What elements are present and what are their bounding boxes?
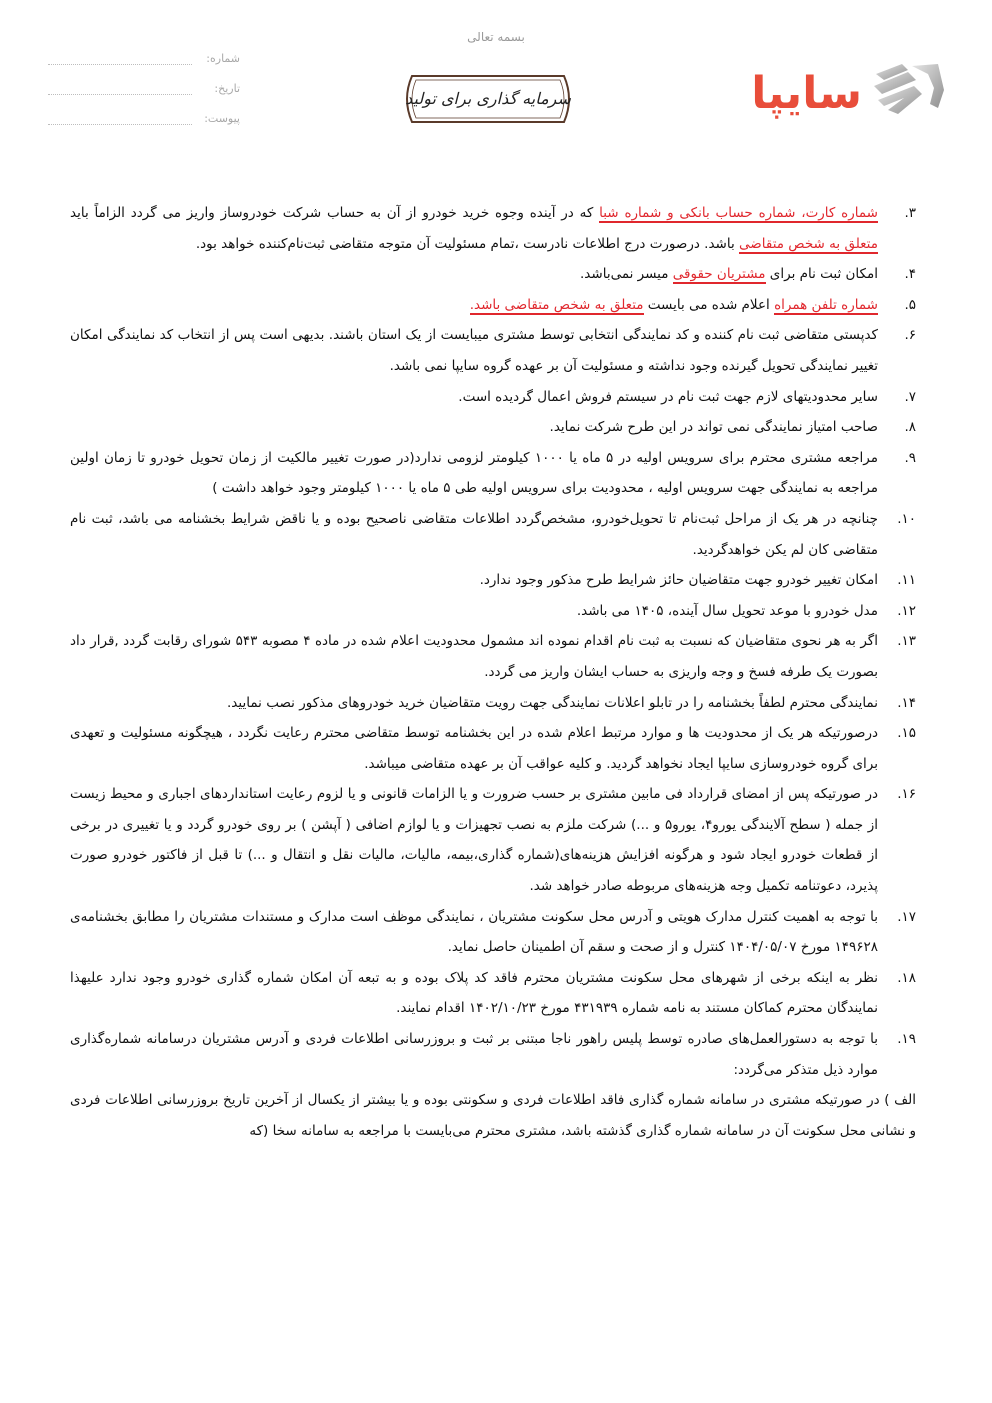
clause-item (70, 1024, 916, 1085)
clause-text (70, 1031, 878, 1078)
clause-number: ۵. (904, 296, 916, 313)
clause-item (70, 779, 916, 901)
clause-number: ۱۲. (897, 602, 916, 619)
clause-text-segment: اگر به هر نحوی متقاضیان که نسبت به ثبت نام اقدام نموده اند مشمول محدودیت اعلام شده در ماده ۴ مصوبه ۵۴۳ شورای رقابت گردد ,قرار داد بصورت یک طرفه فسخ و وجه واریزی به حساب ایشان واریز می گردد. (70, 633, 878, 680)
clause-item (70, 290, 916, 321)
clause-text-segment: با توجه به اهمیت کنترل مدارک هویتی و آدرس محل سکونت مشتریان ، نمایندگی موظف است مدارک و مستندات مشتریان را مطابق بخشنامه‌ی ۱۴۹۶۲۸ مورخ ۱۴۰۴/۰۵/۰۷ کنترل و از صحت و سقم آن اطمینان حاصل نماید. (70, 908, 878, 956)
date-label: تاریخ: (214, 82, 240, 95)
number-field (48, 52, 240, 68)
clause-text-segment: میسر نمی‌باشد. (580, 266, 673, 283)
logo-wordmark: سایپا (751, 68, 862, 119)
clause-text-segment: که در آینده وجوه خرید خودرو از آن به حساب شرکت خودروساز واریز می گردد الزاماً باید (70, 205, 600, 221)
clause-text-segment: باشد. درصورت درج اطلاعات نادرست ،تمام مسئولیت آن متوجه متقاضی ثبت‌نام‌کننده خواهد بود. (195, 235, 740, 252)
clause-number: ۳. (904, 205, 916, 221)
clause-item (70, 320, 916, 381)
attachment-label: پیوست: (204, 112, 240, 125)
clause-text (70, 327, 878, 374)
clause-number: ۱۱. (897, 572, 916, 589)
clauses-list (70, 198, 916, 1085)
clause-text (70, 450, 878, 497)
slogan-emblem (398, 72, 578, 126)
clause-text (227, 695, 878, 711)
clause-item (70, 198, 916, 259)
clause-text-segment: با توجه به دستورالعمل‌های صادره توسط پلیس راهور ناجا مبتنی بر ثبت و بروزرسانی اطلاعات فردی و آدرس مشتریان درسامانه شماره‌گذاری موارد ذیل متذکر می‌گردد: (70, 1031, 878, 1078)
clause-text-segment: سایر محدودیتهای لازم جهت ثبت نام در سیستم فروش اعمال گردیده است. (458, 388, 878, 405)
clause-text (70, 205, 878, 254)
clause-text-segment: نمایندگی محترم لطفاً بخشنامه را در تابلو اعلانات نمایندگی جهت رویت متقاضیان خرید خودروهای مذکور نصب نمایید. (227, 694, 878, 711)
clause-number: ۱۴. (897, 694, 916, 711)
clause-text-segment: امکان تغییر خودرو جهت متقاضیان حائز شرایط طرح مذکور وجود ندارد. (479, 572, 878, 589)
clause-item (70, 443, 916, 504)
clause-number: ۱۳. (897, 633, 916, 650)
highlighted-phrase: شماره کارت، شماره حساب بانکی و شماره شبا (599, 205, 878, 221)
clause-number: ۱۵. (897, 725, 916, 742)
clause-item (70, 688, 916, 719)
clause-text (577, 603, 878, 619)
clause-item (70, 412, 916, 443)
clause-text-segment: امکان ثبت نام برای (765, 266, 878, 283)
highlighted-phrase: متعلق به شخص متقاضی (739, 235, 878, 252)
clause-text-segment: مدل خودرو با موعد تحویل سال آینده، ۱۴۰۵ می باشد. (576, 602, 878, 619)
clause-text (458, 389, 878, 405)
clause-number: ۱۸. (897, 969, 916, 986)
clause-text-segment: نظر به اینکه برخی از شهرهای محل سکونت مشتریان محترم فاقد کد پلاک بوده و به تبعه آن امکان شماره گذاری خودرو وجود ندارد علیهذا نمایندگان محترم کماکان مستند به نامه شماره ۴۳۱۹۳۹ مورخ ۱۴۰۲/۱۰/۲۳ اقدام نمایند. (70, 969, 878, 1017)
clause-item (70, 626, 916, 687)
clause-item (70, 504, 916, 565)
clause-text-segment: درصورتیکه هر یک از محدودیت ها و موارد مرتبط اعلام شده در این بخشنامه توسط متقاضی محترم رعایت نگردد ، هیچگونه مسئولیت و تعهدی برای گروه خودروسازی سایپا ایجاد نخواهد گردید. و کلیه عواقب آن بر عهده متقاضی میباشد. (70, 725, 878, 772)
clause-number: ۴. (904, 266, 916, 283)
clause-item (70, 382, 916, 413)
clause-text (70, 786, 878, 894)
clause-text-segment: چنانچه در هر یک از مراحل ثبت‌نام تا تحویل‌خودرو، مشخص‌گردد اطلاعات متقاضی ناصحیح بوده و یا ناقض شرایط بخشنامه می باشد، ثبت نام متقاضی کان لم یکن خواهدگردید. (70, 510, 878, 558)
clause-number: ۷. (904, 388, 916, 405)
clause-number: ۹. (904, 449, 916, 466)
clause-number: ۱۷. (897, 908, 916, 925)
final-paragraph: الف ) در صورتیکه مشتری در سامانه شماره گذاری فاقد اطلاعات فردی و سکونتی بوده و یا بیشتر از یکسال از آخرین تاریخ بروزرسانی اطلاعات فردی و نشانی محل سکونت آن در سامانه شماره گذاری گذشته باشد، مشتری محترم می‌بایست با مراجعه به سامانه سخا (که (70, 1092, 916, 1139)
attachment-line (48, 124, 192, 125)
clause-text (470, 297, 878, 315)
date-field (48, 82, 240, 98)
clause-text-segment: در صورتیکه پس از امضای قرارداد فی مابین مشتری بر حسب ضرورت و یا الزامات قانونی و یا لزوم رعایت استانداردهای اجباری و محیط زیست از جمله ( سطح آلایندگی یورو۴، یورو۵ و ...) شرکت ملزم به نصب تجهیزات و یا لوازم اضافی ( آپشن ) بر روی خودرو گردد و یا تغییری در برخی از قطعات خودرو ایجاد شود و هرگونه افزایش هزینه‌های(شماره گذاری،بیمه، مالیات، مالیات نقل و انتقال و ...) تا قبل از فاکتور خودرو صورت پذیرد، دعوتنامه تکمیل وجه هزینه‌های مربوطه صادر خواهد شد. (70, 786, 878, 895)
clause-text (70, 633, 878, 680)
number-label: شماره: (206, 52, 240, 65)
highlighted-phrase: متعلق به شخص متقاضی باشد. (469, 296, 644, 313)
saipa-emblem-icon (868, 60, 948, 120)
clause-item (70, 902, 916, 963)
basmala: بسمه تعالی (467, 30, 525, 44)
clause-text (70, 511, 878, 558)
saipa-logo (738, 58, 948, 128)
clause-text (480, 572, 878, 588)
date-line (48, 94, 192, 95)
clause-number: ۱۰. (897, 510, 916, 527)
clause-item (70, 565, 916, 596)
clause-text (70, 970, 878, 1017)
clause-number: ۶. (904, 327, 916, 344)
clause-item (70, 963, 916, 1024)
clause-number: ۸. (904, 419, 916, 436)
slogan-text: سرمایه گذاری برای تولید (405, 89, 571, 108)
number-line (48, 64, 192, 65)
clause-item (70, 596, 916, 627)
clause-number: ۱۶. (897, 786, 916, 803)
clause-number: ۱۹. (897, 1031, 916, 1048)
clause-text (70, 909, 878, 956)
clause-text-segment: مراجعه مشتری محترم برای سرویس اولیه در ۵ ماه یا ۱۰۰۰ کیلومتر لزومی ندارد(در صورت تغییر مالکیت از زمان تحویل خودرو تا زمان اولین مراجعه به نمایندگی جهت سرویس اولیه ، محدودیت برای سرویس اولیه طی ۵ ماه یا ۱۰۰۰ کیلومتر وجود خواهد داشت ) (70, 449, 878, 497)
highlighted-phrase: شماره تلفن همراه (774, 296, 878, 313)
clause-text-segment: صاحب امتیاز نمایندگی نمی تواند در این طرح شرکت نماید. (549, 419, 878, 436)
highlighted-phrase: مشتریان حقوقی (672, 266, 766, 283)
document-body (70, 198, 916, 1146)
clause-item (70, 259, 916, 290)
clause-text (550, 419, 878, 435)
clause-text-segment: اعلام شده می بایست (643, 296, 775, 313)
clause-text-segment: کدپستی متقاضی ثبت نام کننده و کد نمایندگی انتخابی توسط مشتری میبایست از یک استان باشند. بدیهی است پس از انتخاب کد نمایندگی امکان تغییر نمایندگی تحویل گیرنده وجود نداشته و مسئولیت آن بر عهده گروه سایپا نمی باشد. (70, 327, 878, 374)
clause-text (70, 725, 878, 772)
attachment-field (48, 112, 240, 128)
clause-item (70, 718, 916, 779)
clause-text (580, 266, 878, 284)
